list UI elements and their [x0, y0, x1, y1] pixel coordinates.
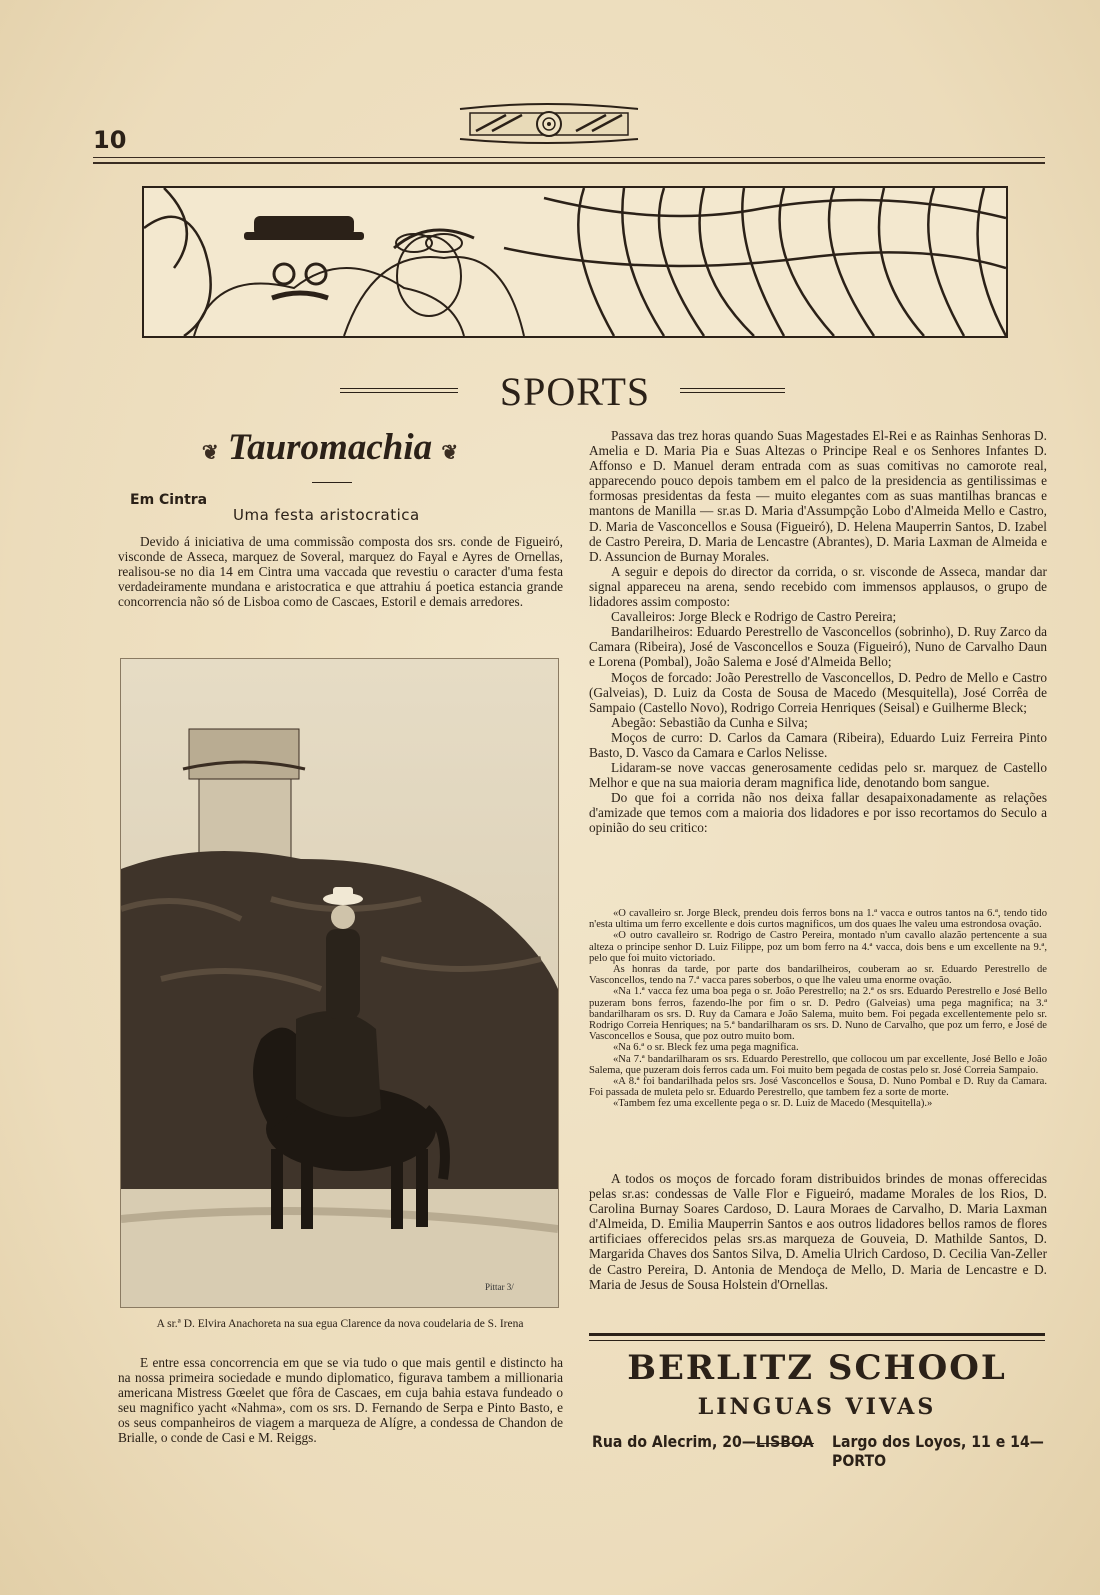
- right-paragraph: Moços de forcado: João Perestrello de Vasconcellos, D. Pedro de Mello e Castro (Galveias), D. Luiz da Costa de Sousa de Macedo (Mesquitella), José Corrêa de Sampaio (Castello Novo), Rodrigo Correia Henriques (Seisal) e Guilherme Bleck;: [589, 669, 1047, 715]
- quote-paragraph: «Na 6.ª o sr. Bleck fez uma pega magnifica.: [613, 1042, 799, 1054]
- right-paragraph: Bandarilheiros: Eduardo Perestrello de Vasconcellos (sobrinho), D. Ruy Zarco da Camara (Ribeira), José de Vasconcellos e Souza (Figueiró), Nuno de Carvalho Daun e Lorena (Pombal), João Salema e José d'Almeida Bello;: [589, 624, 1047, 670]
- advert-address-porto: Largo dos Loyos, 11 e 14—PORTO: [832, 1432, 1044, 1470]
- right-paragraph: A seguir e depois do director da corrida, o sr. visconde de Asseca, mandar dar signal appareceu na arena, sendo recebido com immensos applausos, o grupo de lidadores assim composto:: [589, 563, 1047, 610]
- article-subtitle: Uma festa aristocratica: [233, 506, 420, 524]
- section-rule-right: [680, 388, 785, 393]
- article-title-text: Tauromachia: [227, 427, 433, 468]
- quote-paragraph: «Na 7.ª bandarilharam os srs. Eduardo Perestrello, que collocou um par excellente, José Bello e João Salema, que puzeram dois ferros cada um. Foi muito bem pegada de costas pelo sr. José Correia Sampaio.: [589, 1053, 1047, 1076]
- right-paragraph: Moços de curro: D. Carlos da Camara (Ribeira), Eduardo Luiz Ferreira Pinto Basto, D. Vasco da Camara e Carlos Nelisse.: [589, 729, 1047, 760]
- intro-block: [118, 534, 563, 609]
- photo-signature: Pittar 3/: [485, 1282, 514, 1292]
- advert-name: BERLITZ SCHOOL: [627, 1348, 1007, 1388]
- advert-address-divider: [756, 1443, 814, 1444]
- intro-paragraph: Devido á iniciativa de uma commissão composta dos srs. conde de Figueiró, visconde de Asseca, marquez de Soveral, marquez do Fayal e Ayres de Ornellas, realisou-se no dia 14 em Cintra uma vaccada que revestiu o caracter d'uma festa verdadeiramente mundana e aristocratica e que attrahiu á poetica estancia grande concorrencia não só de Lisboa como de Cascaes, Estoril e demais arredores.: [118, 534, 563, 610]
- advert-rule: [589, 1333, 1045, 1341]
- section-header: [340, 368, 810, 414]
- article-photo: [120, 658, 559, 1308]
- left-bottom-paragraph: E entre essa concorrencia em que se via tudo o que mais gentil e distincto ha na nossa primeira sociedade e mundo diplomatico, figurava tambem a millionaria americana Mistress Gœelet que fôra de Cascaes, em cuja bahia estava fundeado o seu magnifico yacht «Nahma», com os srs. D. Fernando de Serpa e Pinto Basto, e os seus companheiros de viagem a marqueza de Alígre, a condessa de Chandon de Brialle, o conde de Casi e M. Reiggs.: [118, 1355, 563, 1446]
- page-number: 10: [93, 126, 127, 154]
- right-paragraph: Cavalleiros: Jorge Bleck e Rodrigo de Castro Pereira;: [611, 609, 897, 625]
- quote-paragraph: As honras da tarde, por parte dos bandarilheiros, couberam ao sr. Eduardo Perestrello de Vasconcellos, tendo na 7.ª vacca pares soberbos, o que lhe valeu uma enorme ovação.: [589, 964, 1047, 987]
- section-rule-left: [340, 388, 458, 393]
- right-column: [589, 428, 1047, 836]
- left-bottom-block: [118, 1355, 563, 1446]
- masthead-logo: [456, 101, 642, 147]
- closing-paragraph: A todos os moços de forcado foram distribuidos brindes de monas offerecidas pelas sr.as: condessas de Valle Flor e Figueiró, madame Morales de los Rios, D. Carolina Burnay Soares Cardoso, D. Laura Moraes de Carvalho, D. Maria Laxman d'Almeida, D. Emilia Mauperrin Santos e aos outros lidadores bellos ramos de flores artificiaes offerecidos pelas srs.as marqueza de Gouveia, D. Mathilde Santos, D. Margarida Chaves dos Santos Silva, D. Amelia Ulrich Cardoso, D. Cecilia Van-Zeller de Castro Pereira, D. Antonia de Mendoça de Mello, D. Maria de Lencastre e D. Maria de Jesus de Sousa Holstein d'Ornellas.: [589, 1171, 1047, 1292]
- right-paragraph: Passava das trez horas quando Suas Magestades El-Rei e as Rainhas Senhoras D. Amelia e D. Maria Pia e Suas Altezas o Principe Real e os Senhores Infantes D. Affonso e D. Manuel deram entrada com as suas comitivas no camorote real, apparecendo pouco depois tambem em el palco de la presidencia as gentilissimas e formosas presidentas da festa — muito elegantes com as suas mantilhas brancas e mantons de Manilla — sr.as D. Maria d'Assumpção Lobo d'Almeida Mello e Castro, D. Maria de Vasconcellos e Sousa (Figueiró), D. Helena Mauperrin Santos, D. Izabel de Castro Pereira, D. Maria de Lencastre (Abrantes), D. Maria Laxman de Almeida e D. Assuncion de Burnay Morales.: [589, 428, 1047, 564]
- quote-paragraph: «A 8.ª foi bandarilhada pelos srs. José Vasconcellos e Sousa, D. Nuno Pombal e D. Ruy da Camara. Foi passada de muleta pelo sr. Eduardo Perestrello, que tambem fez a sorte de morte.: [589, 1076, 1047, 1099]
- advert-tagline: LINGUAS VIVAS: [697, 1394, 937, 1420]
- advert-address-lisbon: Rua do Alecrim, 20—LISBOA: [592, 1432, 814, 1451]
- right-paragraph: Lidaram-se nove vaccas generosamente cedidas pelo sr. marquez de Castello Melhor e que na sua maioria deram magnifica lide, denotando bom sangue.: [589, 760, 1047, 791]
- ornament-left-icon: ❦: [201, 442, 219, 464]
- ornament-right-icon: ❦: [441, 442, 459, 464]
- header-rule: [93, 157, 1045, 164]
- photo-caption: A sr.ª D. Elvira Anachoreta na sua egua Clarence da nova coudelaria de S. Irena: [156, 1318, 524, 1330]
- right-paragraph: Abegão: Sebastião da Cunha e Silva;: [611, 714, 808, 730]
- article-title: [160, 426, 500, 469]
- section-title: SPORTS: [499, 369, 651, 414]
- quote-paragraph: «Na 1.ª vacca fez uma boa pega o sr. João Perestrello; na 2.ª os srs. Eduardo Perestrello e José Bello puzeram bons ferros, fazendo-lhe por fim o sr. D. Pedro (Galveias) uma pega magnifica; na 3.ª bandarilharam os srs. D. Ruy da Camara e João Salema, muito bem. Foi pegada excellentemente pelo sr. Rodrigo Correia Henriques; na 5.ª bandarilharam os srs. D. Nuno de Carvalho, que poz um ferro, e José de Vasconcellos e Sousa, que poz outro muito bom.: [589, 986, 1047, 1043]
- quote-paragraph: «O cavalleiro sr. Jorge Bleck, prendeu dois ferros bons na 1.ª vacca e outros tantos na 6.ª, tendo tido n'esta ultima um ferro excellente e dois curtos magnificos, um dos quaes lhe valeu uma estrondosa ovação.: [589, 908, 1047, 931]
- critic-quote: [589, 908, 1047, 1110]
- illustrated-banner: [142, 186, 1008, 338]
- title-rule: [312, 482, 352, 483]
- quote-paragraph: «O outro cavalleiro sr. Rodrigo de Castro Pereira, montado n'um cavallo alazão pertencente a sua alteza o principe senhor D. Luiz Filippe, poz um bom ferro na 4.ª vacca, dois bens e um excellente na 9.ª, pelo que foi muito victoriado.: [589, 930, 1047, 964]
- closing-block: [589, 1171, 1047, 1292]
- photo-illustration: [121, 659, 558, 1307]
- article-location: Em Cintra: [130, 492, 208, 508]
- right-paragraph: Do que foi a corrida não nos deixa fallar desapaixonadamente as relações d'amizade que temos com a maioria dos lidadores e por isso recortamos do Seculo a opinião do seu critico:: [589, 790, 1047, 836]
- quote-paragraph: «Tambem fez uma excellente pega o sr. D. Luiz de Macedo (Mesquitella).»: [613, 1098, 933, 1110]
- banner-illustration: [144, 188, 1006, 336]
